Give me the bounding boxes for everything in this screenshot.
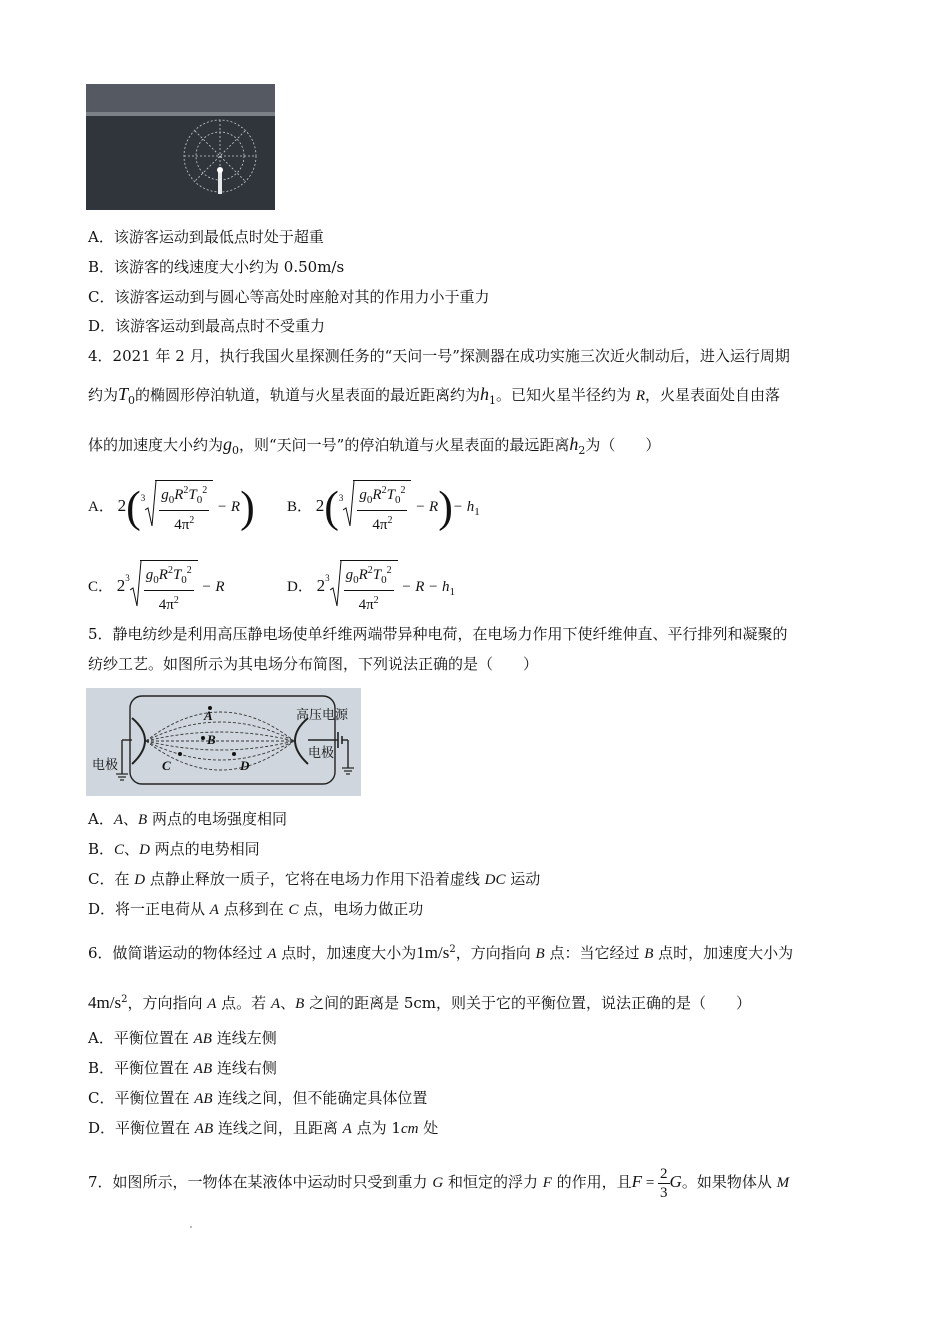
q4-line-1: 4．2021 年 2 月，执行我国火星探测任务的“天问一号”探测器在成功实施三次近火制动后，进入运行周期 [88, 347, 790, 365]
electric-field-diagram [86, 688, 361, 796]
label-point-c: C [162, 758, 171, 773]
label-left-electrode: 电极 [92, 758, 119, 773]
q3-option-a: A．该游客运动到最低点时处于超重 [88, 228, 324, 246]
q4-option-d: D． $2^3$ $\frac{g_0R^2T_0^2}{4\pi^2}$ − $R - h_1$ [287, 560, 455, 615]
scan-speck [190, 1226, 192, 1228]
q4-option-c: C． $2^3$ $\frac{g_0R^2T_0^2}{4\pi^2}$ − R [88, 560, 225, 615]
q3-option-c: C．该游客运动到与圆心等高处时座舱对其的作用力小于重力 [88, 288, 490, 306]
ferris-wheel-photo [86, 84, 275, 210]
q6-option-d: D．平衡位置在 AB 连线之间，且距离 A 点为 1cm 处 [88, 1119, 439, 1137]
label-point-b: B [207, 732, 216, 747]
q4-line-3: 体的加速度大小约为$g_0$，则“天问一号”的停泊轨道与火星表面的最远距离$h_2$为（ ） [88, 434, 661, 457]
q6-line-2: $4m/s^2$，方向指向 A 点。若 A、B 之间的距离是 5cm，则关于它的平衡位置，说法正确的是（ ） [88, 993, 752, 1012]
q4-line-2: 约为$T_0$的椭圆形停泊轨道，轨道与火星表面的最近距离约为$h_1$。已知火星半径约为 R，火星表面处自由落 [88, 384, 781, 407]
q5-option-b: B．C、D 两点的电势相同 [88, 840, 260, 858]
q4-option-b: B． 2($^3$ $\frac{g_0R^2T_0^2}{4\pi^2}$ − $R)- h_1$ [287, 480, 480, 535]
q5-option-a: A．A、B 两点的电场强度相同 [88, 810, 287, 828]
q3-option-b: B．该游客的线速度大小约为 0.50m/s [88, 258, 345, 276]
q3-option-d: D．该游客运动到最高点时不受重力 [88, 317, 326, 335]
q5-option-c: C．在 D 点静止释放一质子，它将在电场力作用下沿着虚线 DC 运动 [88, 870, 541, 888]
q4-option-a: A． 2($^3$ $\frac{g_0R^2T_0^2}{4\pi^2}$ − R) [88, 480, 255, 535]
q5-option-d: D．将一正电荷从 A 点移到在 C 点，电场力做正功 [88, 900, 424, 918]
label-power: 高压电源 [296, 708, 349, 723]
label-point-d: D [240, 758, 250, 773]
q5-line-1: 5．静电纺纱是利用高压静电场使单纤维两端带异种电荷，在电场力作用下使纤维伸直、平行排列和凝聚的 [88, 625, 788, 643]
label-right-electrode: 电极 [308, 746, 335, 761]
label-point-a: A [204, 708, 213, 723]
q6-option-b: B．平衡位置在 AB 连线右侧 [88, 1059, 277, 1077]
q6-option-a: A．平衡位置在 AB 连线左侧 [88, 1029, 277, 1047]
q7-line-1: 7．如图所示，一物体在某液体中运动时只受到重力 G 和恒定的浮力 F 的作用，且F = $\frac{2}{3}$ G。如果物体从 M [88, 1165, 790, 1201]
q6-option-c: C．平衡位置在 AB 连线之间，但不能确定具体位置 [88, 1089, 428, 1107]
q6-line-1: 6．做简谐运动的物体经过 A 点时，加速度大小为$1m/s^2$，方向指向 B 点：当它经过 B 点时，加速度大小为 [88, 943, 794, 962]
q5-line-2: 纺纱工艺。如图所示为其电场分布简图，下列说法正确的是（ ） [88, 655, 539, 673]
